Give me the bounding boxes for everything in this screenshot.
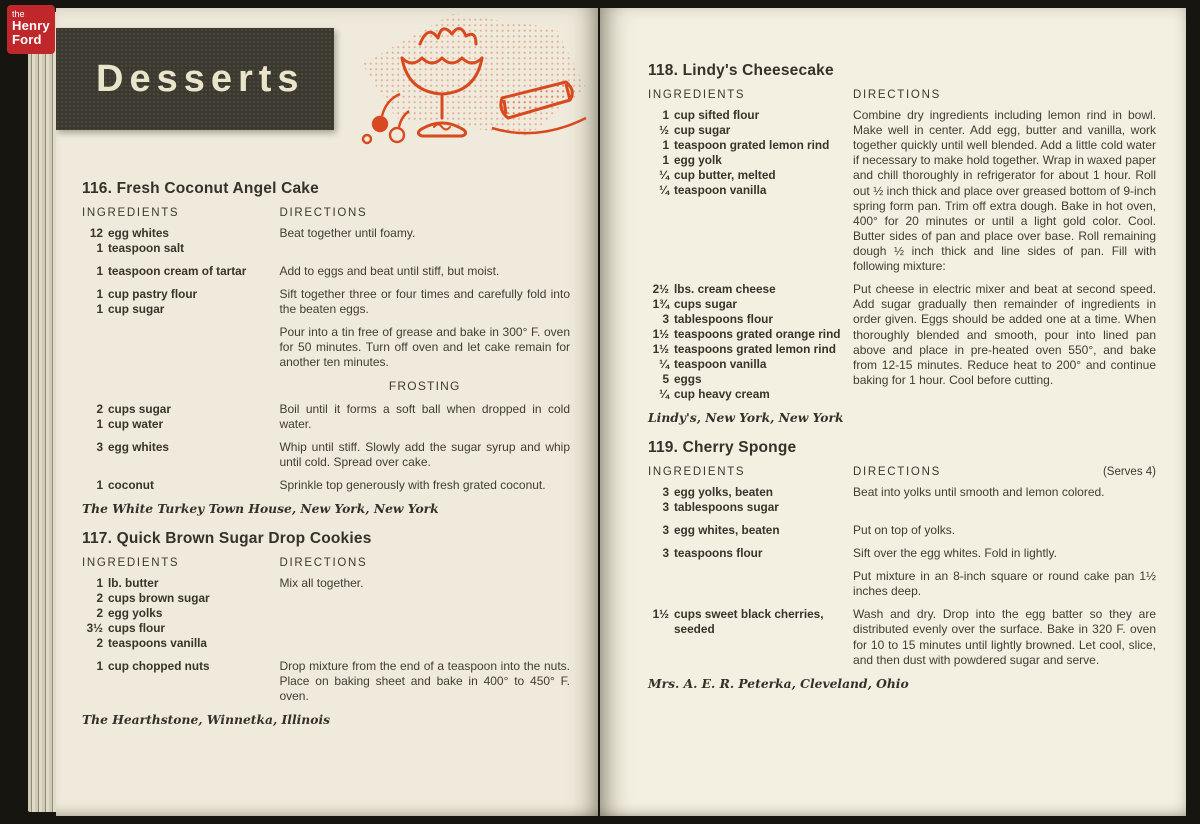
ingredient-line: 1 coconut	[82, 478, 267, 493]
ingredients-header: INGREDIENTS	[82, 207, 180, 219]
ingredients-cell	[82, 226, 267, 256]
recipe-title: 117. Quick Brown Sugar Drop Cookies	[82, 530, 372, 548]
column-headers	[648, 89, 1156, 101]
recipe-title: 119. Cherry Sponge	[648, 438, 797, 456]
directions-cell: Whip until stiff. Slowly add the sugar syrup and whip until cold. Spread over cake.	[279, 439, 570, 470]
directions-cell: Beat into yolks until smooth and lemon colored.	[853, 484, 1105, 499]
page-right	[600, 8, 1186, 816]
recipe-row	[82, 440, 570, 470]
directions-cell: Pour into a tin free of grease and bake in 300° F. oven for 50 minutes. Turn off oven and let cake remain for another ten minutes.	[279, 325, 570, 370]
logo-text-ford: Ford	[12, 32, 42, 48]
recipe-row	[82, 659, 570, 704]
ingredient-quantity: ¼	[659, 182, 669, 197]
column-headers	[648, 466, 1156, 478]
ingredient-line: 2 teaspoons vanilla	[82, 636, 267, 651]
column-headers	[82, 207, 570, 219]
directions-header: DIRECTIONS	[279, 207, 368, 219]
recipe-row	[648, 108, 1156, 274]
ingredient-line: 1 teaspoon salt	[82, 241, 267, 256]
ingredient-line: 5 eggs	[648, 372, 841, 387]
ingredient-line: 3 egg yolks, beaten	[648, 485, 841, 500]
ingredients-cell	[82, 440, 267, 470]
ingredients-cell	[648, 485, 841, 515]
ingredient-quantity: 5	[662, 372, 669, 387]
ingredients-cell	[648, 108, 841, 274]
page-left-content	[56, 8, 598, 727]
ingredient-quantity: 3	[662, 522, 669, 537]
recipe-attribution: The Hearthstone, Winnetka, Illinois	[82, 712, 331, 728]
recipe-row	[82, 402, 570, 432]
ingredient-quantity: ½	[659, 122, 669, 137]
directions-cell: Boil until it forms a soft ball when dropped in cold water.	[279, 401, 570, 431]
recipe	[82, 180, 570, 516]
ingredient-quantity: 1	[96, 478, 103, 493]
ingredient-line: 3 egg whites, beaten	[648, 523, 841, 538]
ingredient-quantity: 1	[96, 287, 103, 302]
ingredient-quantity: 2	[96, 591, 103, 606]
ingredient-line: 1½ teaspoons grated lemon rind	[648, 342, 841, 357]
ingredient-quantity: 1	[96, 576, 103, 591]
ingredient-line: 2½ lbs. cream cheese	[648, 282, 841, 297]
directions-cell: Add to eggs and beat until stiff, but moist.	[279, 263, 500, 278]
ingredient-quantity: 2	[96, 401, 103, 416]
subsection-header: FROSTING	[388, 378, 461, 393]
page-left	[56, 8, 598, 816]
ingredient-quantity: 3	[662, 484, 669, 499]
recipe-row	[648, 485, 1156, 515]
ingredient-line: 1½ cups sweet black cherries, seeded	[648, 607, 841, 637]
ingredient-line: 1 cup sugar	[82, 302, 267, 317]
ingredients-cell	[82, 287, 267, 317]
ingredient-quantity: 1	[96, 263, 103, 278]
ingredient-quantity: 1¾	[652, 297, 669, 312]
ingredient-quantity: 1	[662, 152, 669, 167]
recipe	[648, 439, 1156, 691]
ingredient-line: 1 lb. butter	[82, 576, 267, 591]
ingredients-cell	[648, 546, 841, 561]
recipe-row	[648, 523, 1156, 538]
ingredient-line: 1 egg yolk	[648, 153, 841, 168]
ingredient-line: 2 cups sugar	[82, 402, 267, 417]
ingredients-cell	[82, 576, 267, 651]
ingredient-line: 12 egg whites	[82, 226, 267, 241]
directions-cell: Beat together until foamy.	[279, 226, 416, 240]
ingredients-cell	[82, 325, 267, 370]
ingredients-cell	[82, 659, 267, 704]
ingredients-header: INGREDIENTS	[82, 557, 180, 570]
ingredient-quantity: 1	[662, 108, 669, 122]
ingredient-line: ¼ teaspoon vanilla	[648, 183, 841, 198]
ingredient-quantity: 1½	[652, 607, 669, 622]
serves-note: (Serves 4)	[1102, 465, 1156, 478]
directions-cell: Drop mixture from the end of a teaspoon into the nuts. Place on baking sheet and bake in 400° to 450° F. oven.	[279, 659, 570, 704]
ingredient-line: ¼ cup butter, melted	[648, 168, 841, 183]
recipe-title: 118. Lindy's Cheesecake	[648, 62, 834, 79]
ingredient-quantity: 3	[662, 546, 669, 560]
recipe-row	[648, 282, 1156, 402]
ingredient-line: 2 egg yolks	[82, 606, 267, 621]
directions-cell: Sift together three or four times and carefully fold into the beaten eggs.	[279, 287, 570, 317]
recipe-row	[648, 546, 1156, 561]
recipe-row	[648, 607, 1156, 667]
ingredient-line: 3 tablespoons flour	[648, 312, 841, 327]
ingredient-quantity: 3½	[86, 621, 103, 636]
recipe-attribution: Mrs. A. E. R. Peterka, Cleveland, Ohio	[648, 675, 909, 691]
recipe-row	[82, 226, 570, 256]
recipe-row	[648, 569, 1156, 599]
ingredient-quantity: 1	[96, 302, 103, 317]
ingredient-quantity: 2	[96, 606, 103, 621]
ingredient-quantity: 1	[96, 416, 103, 431]
recipe	[648, 62, 1156, 425]
recipe-row	[82, 287, 570, 317]
recipe-row	[82, 478, 570, 493]
recipe-attribution: Lindy's, New York, New York	[648, 409, 844, 425]
ingredient-line: 1 cup sifted flour	[648, 108, 841, 123]
ingredients-cell	[82, 379, 267, 394]
logo-text-the: the	[12, 9, 25, 19]
ingredients-cell	[648, 282, 841, 402]
henry-ford-logo	[7, 5, 55, 54]
recipe	[82, 530, 570, 727]
ingredient-quantity: 1½	[652, 342, 669, 357]
ingredient-line: 1½ teaspoons grated orange rind	[648, 327, 841, 342]
directions-cell: Sift over the egg whites. Fold in lightly.	[853, 546, 1057, 560]
ingredient-line: 1 cup chopped nuts	[82, 659, 267, 674]
ingredients-cell	[648, 523, 841, 538]
ingredient-quantity: 1	[662, 137, 669, 152]
ingredient-quantity: 1½	[652, 327, 669, 342]
ingredient-line: 3 teaspoons flour	[648, 546, 841, 561]
directions-cell: Put on top of yolks.	[853, 522, 956, 537]
directions-cell: Sprinkle top generously with fresh grated coconut.	[279, 478, 546, 493]
ingredient-quantity: 1	[96, 659, 103, 674]
ingredient-line: 1 teaspoon grated lemon rind	[648, 138, 841, 153]
directions-cell: Put cheese in electric mixer and beat at second speed. Add sugar gradually then remainder of ingredients in order given. Eggs should be added one at a time. When thoroughly blended and smooth, pour into lined pan above and place in pre-heated oven 550°, and bake from 12-15 minutes. Reduce heat to 200° and continue baking for 1 hour. Cool before cutting.	[853, 282, 1156, 387]
ingredient-quantity: ¼	[659, 167, 669, 182]
ingredient-line: ½ cup sugar	[648, 123, 841, 138]
recipe-row	[82, 325, 570, 370]
column-headers	[82, 557, 570, 569]
ingredient-quantity: ¼	[659, 386, 669, 401]
ingredient-line: 1 cup water	[82, 417, 267, 432]
ingredient-quantity: 3	[662, 312, 669, 327]
ingredient-quantity: 2½	[652, 282, 669, 297]
ingredient-line: 3½ cups flour	[82, 621, 267, 636]
ingredient-line: 1¾ cups sugar	[648, 297, 841, 312]
section-title: Desserts	[96, 57, 305, 100]
ingredient-quantity: 12	[89, 226, 103, 240]
ingredient-quantity: 3	[662, 499, 669, 514]
ingredient-line: 2 cups brown sugar	[82, 591, 267, 606]
recipe-row	[82, 576, 570, 651]
book-page-edges	[28, 12, 56, 812]
ingredients-cell	[82, 402, 267, 432]
ingredient-quantity: ¼	[659, 357, 669, 372]
ingredients-cell	[648, 569, 841, 599]
directions-cell: Put mixture in an 8-inch square or round cake pan 1½ inches deep.	[853, 569, 1156, 599]
directions-header: DIRECTIONS	[853, 89, 941, 101]
page-right-content	[600, 8, 1186, 691]
directions-header: DIRECTIONS	[853, 465, 941, 478]
directions-header: DIRECTIONS	[279, 557, 368, 570]
ingredient-line: ¼ teaspoon vanilla	[648, 357, 841, 372]
recipe-row	[82, 379, 570, 394]
ingredients-cell	[648, 607, 841, 667]
ingredients-cell	[82, 264, 267, 279]
recipe-attribution: The White Turkey Town House, New York, New York	[82, 501, 439, 517]
ingredient-line: 3 tablespoons sugar	[648, 500, 841, 515]
ingredients-header: INGREDIENTS	[648, 89, 746, 101]
ingredients-header: INGREDIENTS	[648, 465, 746, 478]
directions-cell: Wash and dry. Drop into the egg batter so they are distributed evenly over the surface. Bake in 320 F. oven for 10 to 15 minutes until lightly browned. Let cool, slice, and then dust with powdered sugar and serve.	[853, 607, 1156, 667]
ingredient-line: 1 cup pastry flour	[82, 287, 267, 302]
ingredient-quantity: 2	[96, 636, 103, 651]
recipe-title: 116. Fresh Coconut Angel Cake	[82, 180, 319, 197]
ingredient-line: ¼ cup heavy cream	[648, 387, 841, 402]
ingredient-line: 1 teaspoon cream of tartar	[82, 264, 267, 279]
directions-cell: Combine dry ingredients including lemon rind in bowl. Make well in center. Add egg, butter and vanilla, work together quickly until well blended. Add a little cold water if necessary to make hold together. Wrap in waxed paper and chill thoroughly in refrigerator for about 1 hour. Roll out ½ inch thick and place over greased bottom of 9-inch spring form pan. Trim off extra dough. Bake in hot oven, 400° for 20 minutes or until a light gold color. Cool. Butter sides of pan and place over base. Roll remaining dough ½ inch thick and line sides of pan. Fill with following mixture:	[853, 108, 1156, 274]
ingredient-quantity: 3	[96, 439, 103, 454]
logo-text-henry: Henry	[12, 18, 50, 34]
ingredient-quantity: 1	[96, 240, 103, 255]
recipe-row	[82, 264, 570, 279]
directions-cell: Mix all together.	[279, 576, 364, 591]
ingredients-cell	[82, 478, 267, 493]
ingredient-line: 3 egg whites	[82, 440, 267, 455]
